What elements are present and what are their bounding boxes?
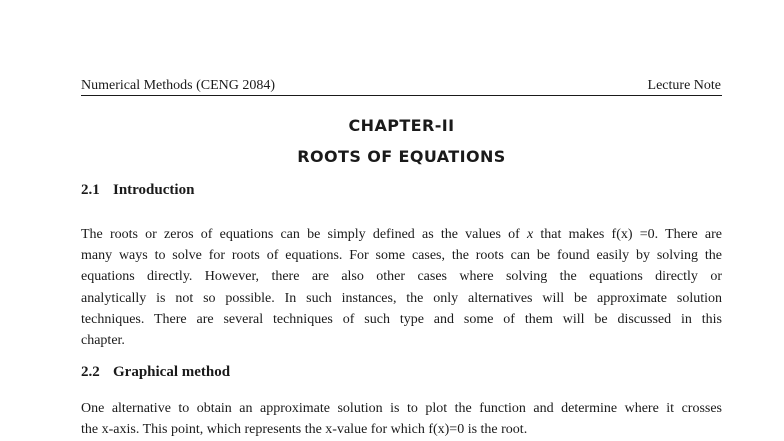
- line-text: analytically is not so possible. In such instances, the only alternatives will be approximate solution: [81, 290, 722, 306]
- paragraph-line: [81, 419, 722, 440]
- header-course-title: Numerical Methods (CENG 2084): [81, 78, 276, 93]
- line-text: techniques. There are several techniques of such type and some of them will be discussed in this: [81, 311, 722, 327]
- paragraph-line: [81, 266, 722, 287]
- chapter-title: CHAPTER-II: [348, 116, 455, 135]
- paragraph-line: [81, 309, 722, 330]
- paragraph-introduction: [81, 224, 722, 351]
- line-text: the x-axis. This point, which represents the x-value for which f(x)=0 is the root.: [81, 422, 528, 438]
- section-number: 2.1: [81, 182, 100, 198]
- paragraph-line: [81, 224, 722, 245]
- paragraph-line: [81, 330, 722, 351]
- line-text: chapter.: [81, 333, 125, 349]
- header-document-type: Lecture Note: [647, 78, 721, 93]
- paragraph-line: [81, 288, 722, 309]
- paragraph-line: [81, 245, 722, 266]
- section-heading-introduction: [81, 182, 194, 199]
- section-title: Introduction: [113, 182, 195, 198]
- running-header: [81, 77, 721, 95]
- chapter-subtitle: ROOTS OF EQUATIONS: [297, 147, 506, 166]
- paragraph-line: [81, 398, 722, 419]
- header-divider: [81, 95, 722, 96]
- line-text: many ways to solve for roots of equations. For some cases, the roots can be found easily by solving the: [81, 248, 722, 264]
- section-title: Graphical method: [113, 364, 231, 380]
- paragraph-graphical-method: [81, 398, 722, 440]
- line-text: The roots or zeros of equations can be simply defined as the values of x that makes f(x) =0. There are: [81, 227, 723, 242]
- section-number: 2.2: [81, 364, 100, 380]
- line-text: equations directly. However, there are also other cases where solving the equations directly or: [81, 269, 722, 285]
- section-heading-graphical-method: [81, 364, 230, 381]
- line-text: One alternative to obtain an approximate solution is to plot the function and determine where it crosses: [81, 401, 722, 416]
